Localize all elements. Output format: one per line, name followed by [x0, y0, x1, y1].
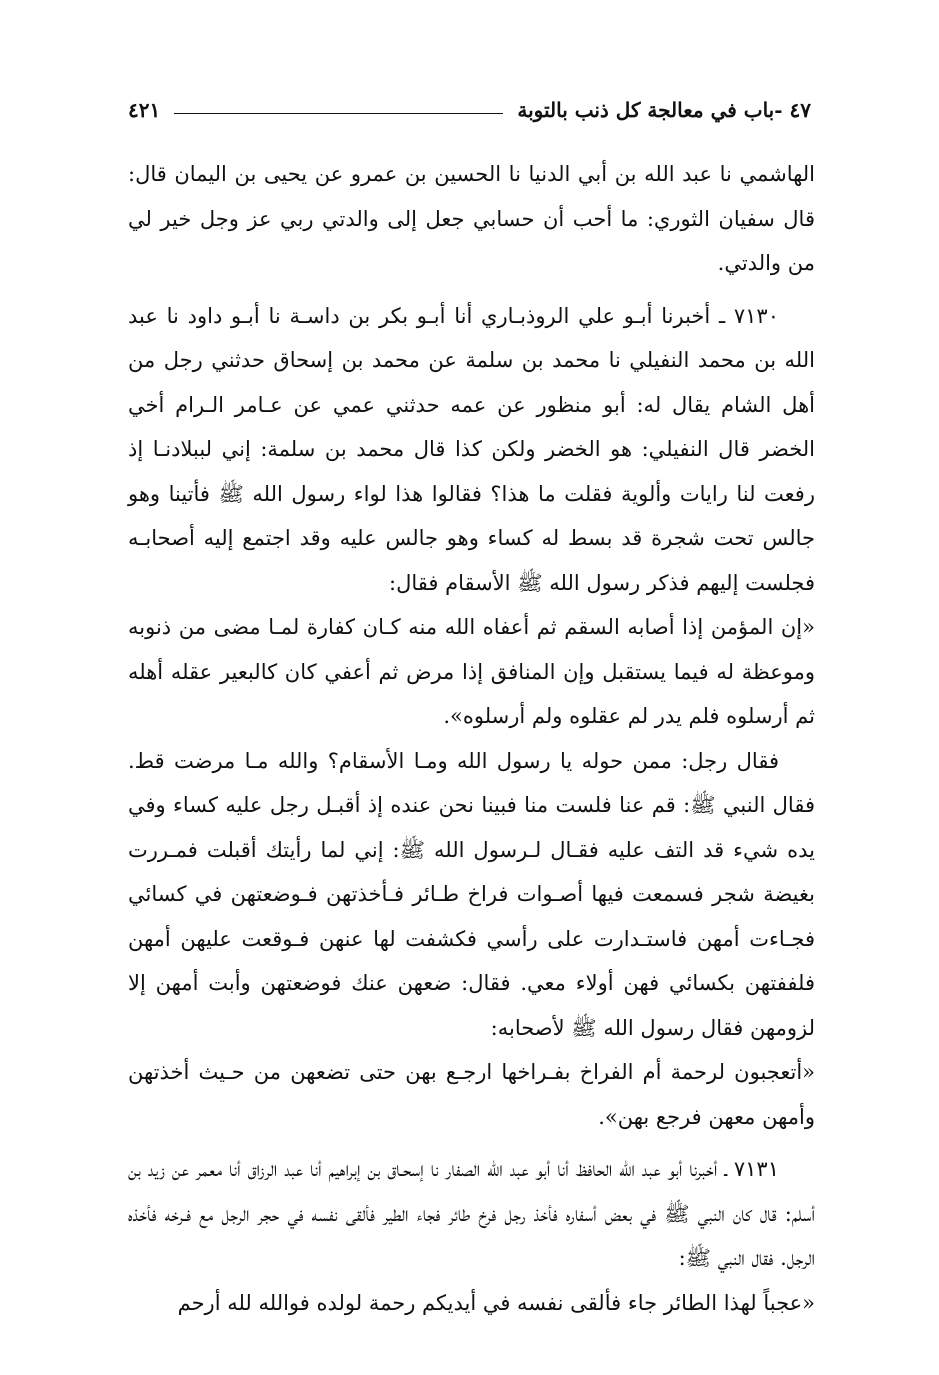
paragraph-continuation: الهاشمي نا عبد الله بن أبي الدنيا نا الحسين بن عمرو عن يحيى بن اليمان قال: قال سفيان الثوري: ما أحب أن حسابي جعل إلى والدتي ربي عز وجل خير لي من والدتي. — [128, 162, 815, 275]
page-number: ٤٢١ — [128, 98, 161, 122]
page-body — [128, 152, 815, 1325]
narration-paragraph: فقال رجل: ممن حوله يا رسول الله ومـا الأسقام؟ والله مـا مرضت قط. فقال النبي ﷺ: قم عنا فلست منا فبينا نحن عنده إذ أقبـل رجل عليه كساء وفي يده شيء قد التف عليه فقـال لـرسول الله ﷺ: إني لما رأيتك أقبلت فمـررت بغيضة شجر فسمعت فيها أصـوات فراخ طـائر فـأخذتهن فـوضعتهن في كسائي فجـاءت أمهن فاستـدارت على رأسي فكشفت لها عنهن فـوقعت عليهن أمهن فلففتهن بكسائي فهن أولاء معي. فقال: ضعهن عنك فوضعتهن وأبت أمهن إلا لزومهن فقال رسول الله ﷺ لأصحابه: — [128, 748, 815, 1040]
prophet-quote-1: «إن المؤمن إذا أصابه السقم ثم أعفاه الله منه كـان كفارة لمـا مضى من ذنوبه وموعظة له فيما يستقبل وإن المنافق إذا مرض ثم أعفي كان كالبعير عقله أهله ثم أرسلوه فلم يدر لم عقلوه ولم أرسلوه». — [128, 615, 815, 728]
header-rule — [174, 113, 503, 114]
hadith-7131: ٧١٣١ ـ أخبرنا أبو عبد الله الحافظ أنا أبو عبد الله الصفار نا إسحـاق بن إبراهيم أنا عبد الرزاق أنا معمر عن زيد بن أسلم: قال كان النبي ﷺ في بعض أسفاره فأخذ رجل فرخ طائر فجاء الطير فألقى نفسه في حجر الرجل مع فـرخه فأخذه الرجل. فقال النبي ﷺ: — [128, 1157, 815, 1270]
page-header — [128, 88, 811, 132]
prophet-quote-3: «عجباً لهذا الطائر جاء فألقى نفسه في أيديكم رحمة لولده فوالله لله أرحم — [177, 1290, 815, 1315]
hadith-7130: ٧١٣٠ ـ أخبرنا أبـو علي الروذبـاري أنا أبـو بكر بن داسـة نا أبـو داود نا عبد الله بن محمد النفيلي نا محمد بن سلمة عن محمد بن إسحاق حدثني رجل من أهل الشام يقال له: أبو منظور عن عمه حدثني عمي عن عـامر الـرام أخي الخضر قال النفيلي: هو الخضر ولكن كذا قال محمد بن سلمة: إني لببلادنـا إذ رفعت لنا رايات وألوية فقلت ما هذا؟ فقالوا هذا لواء رسول الله ﷺ فأتينا وهو جالس تحت شجرة قد بسط له كساء وهو جالس عليه وقد اجتمع إليه أصحابـه فجلست إليهم فذكر رسول الله ﷺ الأسقام فقال: — [128, 303, 815, 595]
running-head: ٤٧ -باب في معالجة كل ذنب بالتوبة — [517, 98, 811, 122]
prophet-quote-2: «أتعجبون لرحمة أم الفراخ بفـراخها ارجـع بهن حتى تضعهن من حـيث أخذتهن وأمهن معهن فرجع بهن». — [128, 1060, 815, 1129]
